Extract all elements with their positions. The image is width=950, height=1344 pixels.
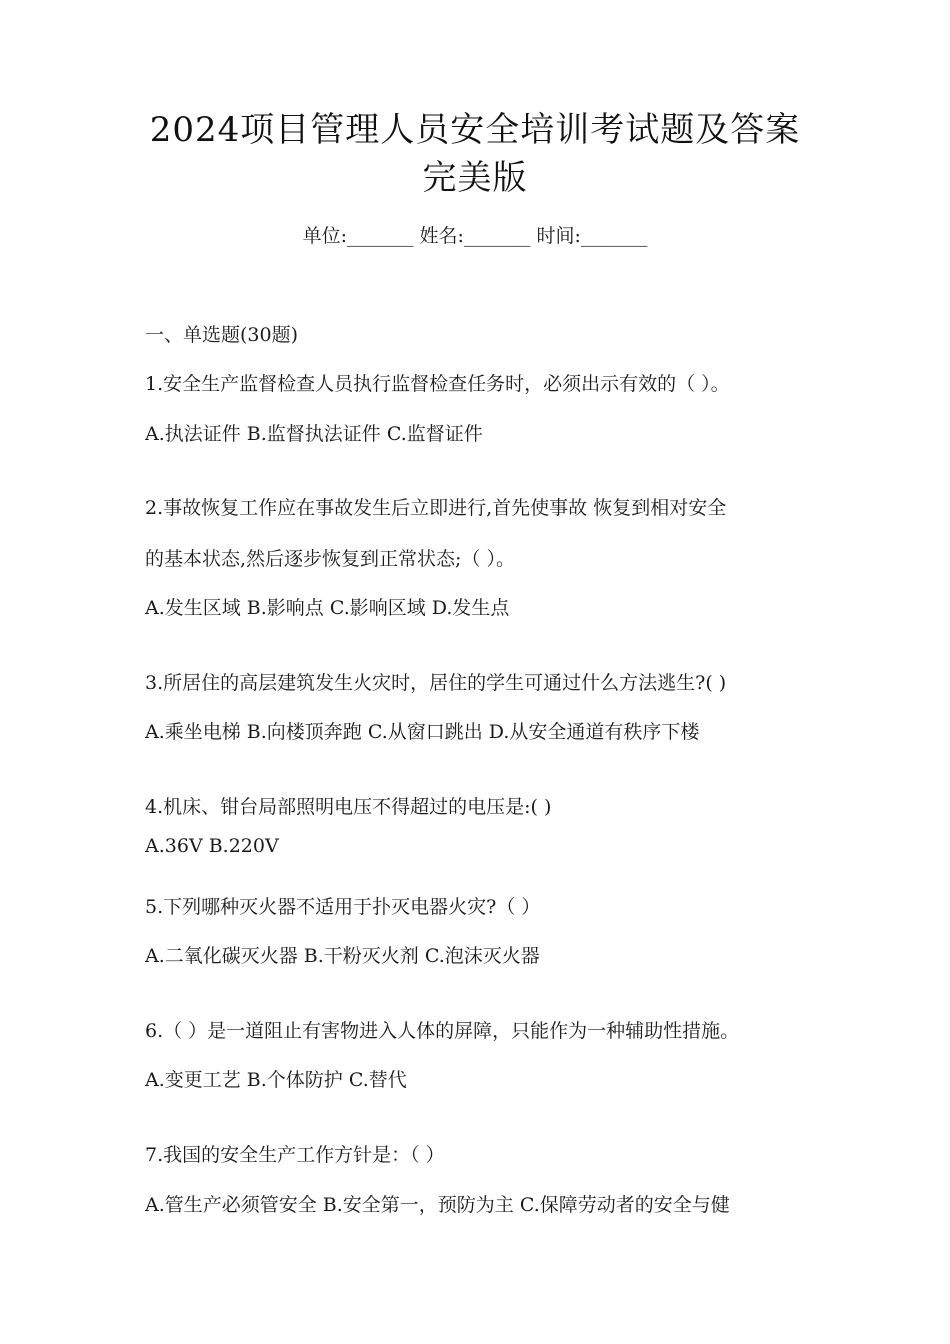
question-stem: 1.安全生产监督检查人员执行监督检查任务时，必须出示有效的（ ）。 xyxy=(145,373,730,395)
question-stem: 7.我国的安全生产工作方针是：（ ） xyxy=(145,1144,445,1166)
question-options: A.管生产必须管安全 B.安全第一，预防为主 C.保障劳动者的安全与健 xyxy=(145,1194,730,1216)
document-title-line-2: 完美版 xyxy=(422,158,528,198)
document-title-line-1: 2024项目管理人员安全培训考试题及答案 xyxy=(149,110,801,150)
question-options: A.变更工艺 B.个体防护 C.替代 xyxy=(145,1069,407,1091)
question-stem: 2.事故恢复工作应在事故发生后立即进行,首先使事故 恢复到相对安全 xyxy=(145,497,727,519)
question-options: A.二氧化碳灭火器 B.干粉灭火剂 C.泡沫灭火器 xyxy=(145,945,540,967)
question-stem: 的基本状态,然后逐步恢复到正常状态;（ ）。 xyxy=(145,548,515,570)
question-options: A.发生区域 B.影响点 C.影响区域 D.发生点 xyxy=(145,597,510,619)
info-fields-line: 单位:_______ 姓名:_______ 时间:_______ xyxy=(302,225,648,247)
question-options: A.执法证件 B.监督执法证件 C.监督证件 xyxy=(145,423,483,445)
section-heading: 一、单选题(30题) xyxy=(145,324,299,346)
question-options: A.乘坐电梯 B.向楼顶奔跑 C.从窗口跳出 D.从安全通道有秩序下楼 xyxy=(145,721,700,743)
question-options: A.36V B.220V xyxy=(145,835,279,857)
question-stem: 5.下列哪种灭火器不适用于扑灭电器火灾?（ ） xyxy=(145,896,541,918)
question-stem: 6.（ ）是一道阻止有害物进入人体的屏障，只能作为一种辅助性措施。 xyxy=(145,1020,740,1042)
question-stem: 3.所居住的高层建筑发生火灾时，居住的学生可通过什么方法逃生?( ) xyxy=(145,672,727,694)
question-stem: 4.机床、钳台局部照明电压不得超过的电压是:( ) xyxy=(145,796,552,818)
